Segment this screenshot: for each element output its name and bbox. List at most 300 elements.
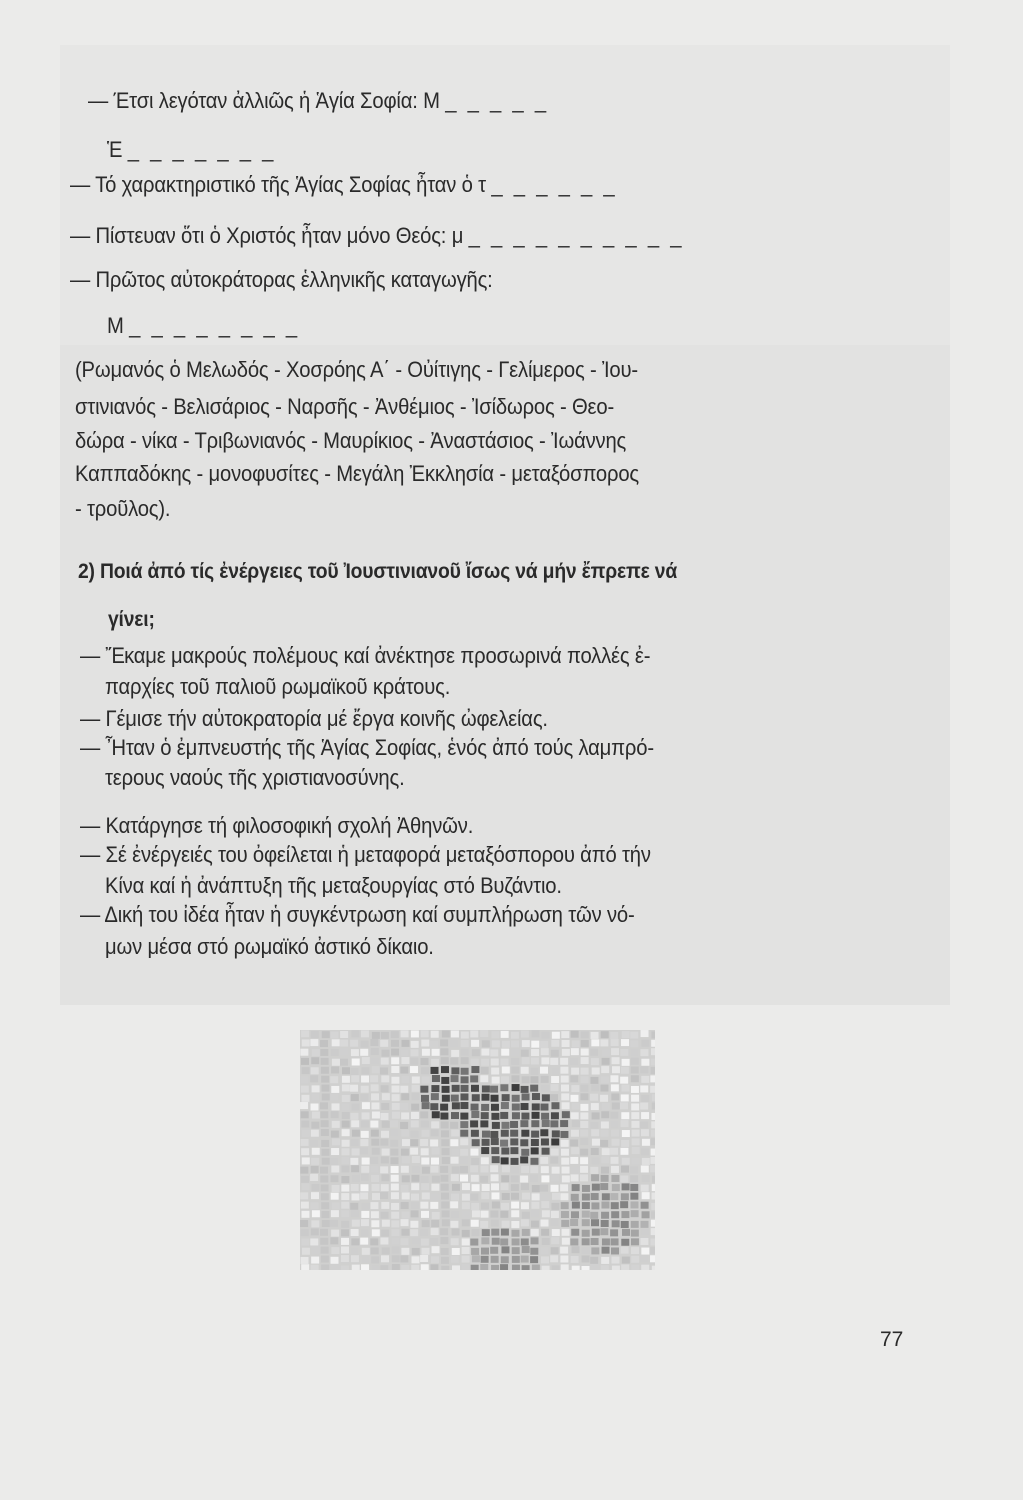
mosaic-tile <box>641 1095 649 1102</box>
mosaic-tile <box>591 1039 599 1046</box>
mosaic-tile <box>361 1086 369 1093</box>
mosaic-tile <box>372 1229 380 1236</box>
mosaic-tile <box>481 1256 489 1263</box>
mosaic-tile <box>320 1049 328 1056</box>
mosaic-tile <box>651 1130 655 1137</box>
mosaic-tile <box>330 1158 338 1165</box>
answer-option: — Κατάργησε τή φιλοσοφική σχολή Ἀθηνῶν. <box>80 813 474 838</box>
mosaic-tile <box>521 1050 529 1057</box>
mosaic-tile <box>520 1176 528 1183</box>
mosaic-tile <box>610 1032 618 1039</box>
mosaic-tile <box>370 1039 378 1046</box>
mosaic-tile <box>601 1167 609 1174</box>
mosaic-tile <box>472 1049 480 1056</box>
mosaic-tile <box>500 1084 508 1091</box>
mosaic-tile <box>642 1139 650 1146</box>
mosaic-tile <box>410 1058 418 1065</box>
mosaic-tile <box>401 1265 409 1270</box>
answer-option: — Σέ ἐνέργειές του ὀφείλεται ἡ μεταφορά μεταξόσπορου ἀπό τήν <box>80 842 651 867</box>
mosaic-tile <box>641 1265 649 1270</box>
mosaic-tile <box>342 1121 350 1128</box>
mosaic-tile <box>351 1094 359 1101</box>
mosaic-tile <box>342 1148 350 1155</box>
mosaic-tile <box>331 1032 339 1039</box>
mosaic-tile <box>590 1094 598 1101</box>
mosaic-tile <box>531 1057 539 1064</box>
mosaic-tile <box>321 1058 329 1065</box>
mosaic-tile <box>601 1156 609 1163</box>
mosaic-tile <box>452 1229 460 1236</box>
mosaic-tile <box>610 1075 618 1082</box>
mosaic-tile <box>580 1093 588 1100</box>
mosaic-tile <box>611 1093 619 1100</box>
mosaic-tile <box>451 1050 459 1057</box>
mosaic-tile <box>401 1112 409 1119</box>
mosaic-tile <box>590 1049 598 1056</box>
mosaic-tile <box>492 1077 500 1084</box>
mosaic-tile <box>622 1257 630 1264</box>
mosaic-tile <box>451 1075 459 1082</box>
mosaic-tile <box>511 1040 519 1047</box>
mosaic-tile <box>422 1220 430 1227</box>
mosaic-tile <box>610 1148 618 1155</box>
mosaic-tile <box>592 1157 600 1164</box>
mosaic-tile <box>401 1030 409 1037</box>
mosaic-tile <box>310 1202 318 1209</box>
mosaic-tile <box>570 1219 578 1226</box>
mosaic-tile <box>431 1184 439 1191</box>
mosaic-tile <box>300 1167 308 1174</box>
answer-option-cont: τερους ναούς τῆς χριστιανοσύνης. <box>105 765 405 790</box>
mosaic-tile <box>532 1265 540 1270</box>
word-bank-line: δώρα - νίκα - Τριβωνιανός - Μαυρίκιος - Ἀναστάσιος - Ἰωάννης <box>75 428 627 453</box>
mosaic-tile <box>611 1048 619 1055</box>
mosaic-tile <box>470 1120 478 1127</box>
mosaic-tile <box>360 1147 368 1154</box>
mosaic-tile <box>332 1185 340 1192</box>
mosaic-tile <box>620 1102 628 1109</box>
mosaic-tile <box>441 1057 449 1064</box>
mosaic-tile <box>370 1238 378 1245</box>
mosaic-tile <box>511 1193 519 1200</box>
mosaic-tile <box>591 1238 599 1245</box>
mosaic-tile <box>601 1031 609 1038</box>
mosaic-tile <box>481 1147 489 1154</box>
mosaic-tile <box>381 1058 389 1065</box>
mosaic-tile <box>490 1165 498 1172</box>
mosaic-tile <box>361 1256 369 1263</box>
mosaic-tile <box>382 1149 390 1156</box>
mosaic-tile <box>342 1112 350 1119</box>
mosaic-tile <box>641 1112 649 1119</box>
mosaic-tile <box>510 1121 518 1128</box>
mosaic-tile <box>382 1093 390 1100</box>
mosaic-tile <box>402 1192 410 1199</box>
mosaic-tile <box>632 1158 640 1165</box>
mosaic-tile <box>522 1246 530 1253</box>
mosaic-tile <box>640 1255 648 1262</box>
mosaic-tile <box>541 1229 549 1236</box>
mosaic-tile <box>530 1158 538 1165</box>
mosaic-tile <box>582 1238 590 1245</box>
mosaic-tile <box>460 1157 468 1164</box>
mosaic-tile <box>552 1229 560 1236</box>
mosaic-tile <box>592 1139 600 1146</box>
mosaic-tile <box>452 1166 460 1173</box>
mosaic-tile <box>571 1031 579 1038</box>
mosaic-tile <box>412 1076 420 1083</box>
mosaic-tile <box>321 1085 329 1092</box>
mosaic-tile <box>542 1094 550 1101</box>
mosaic-tile <box>321 1120 329 1127</box>
mosaic-tile <box>440 1166 448 1173</box>
mosaic-tile <box>462 1247 470 1254</box>
mosaic-tile <box>311 1158 319 1165</box>
mosaic-tile <box>521 1149 529 1156</box>
mosaic-tile <box>551 1185 559 1192</box>
mosaic-tile <box>582 1185 590 1192</box>
mosaic-tile <box>631 1121 639 1128</box>
mosaic-tile <box>351 1049 359 1056</box>
mosaic-tile <box>501 1059 509 1066</box>
mosaic-tile <box>551 1084 559 1091</box>
mosaic-tile <box>312 1049 320 1056</box>
mosaic-tile <box>502 1221 510 1228</box>
mosaic-tile <box>601 1265 609 1270</box>
mosaic-tile <box>461 1040 469 1047</box>
mosaic-tile <box>521 1238 529 1245</box>
mosaic-tile <box>591 1032 599 1039</box>
mosaic-tile <box>332 1202 340 1209</box>
mosaic-tile <box>430 1166 438 1173</box>
mosaic-tile <box>522 1093 530 1100</box>
mosaic-tile <box>330 1220 338 1227</box>
mosaic-tile <box>301 1111 309 1118</box>
mosaic-tile <box>601 1212 609 1219</box>
mosaic-tile <box>372 1032 380 1039</box>
mosaic-tile <box>471 1040 479 1047</box>
mosaic-tile <box>341 1246 349 1253</box>
mosaic-tile <box>431 1158 439 1165</box>
mosaic-tile <box>421 1095 429 1102</box>
mosaic-tile <box>351 1139 359 1146</box>
mosaic-tile <box>492 1040 500 1047</box>
mosaic-tile <box>352 1220 360 1227</box>
mosaic-tile <box>320 1238 328 1245</box>
mosaic-tile <box>350 1085 358 1092</box>
mosaic-tile <box>580 1138 588 1145</box>
mosaic-tile <box>551 1076 559 1083</box>
mosaic-tile <box>362 1112 370 1119</box>
mosaic-tile <box>542 1266 550 1270</box>
mosaic-tile <box>631 1103 639 1110</box>
mosaic-tile <box>591 1202 599 1209</box>
mosaic-tile <box>541 1201 549 1208</box>
mosaic-tile <box>300 1049 308 1056</box>
mosaic-tile <box>520 1120 528 1127</box>
mosaic-tile <box>591 1129 599 1136</box>
mosaic-tile <box>620 1176 628 1183</box>
mosaic-tile <box>470 1239 478 1246</box>
mosaic-tile <box>550 1157 558 1164</box>
mosaic-tile <box>551 1247 559 1254</box>
mosaic-tile <box>500 1238 508 1245</box>
mosaic-tile <box>480 1221 488 1228</box>
mosaic-tile <box>640 1103 648 1110</box>
mosaic-tile <box>391 1229 399 1236</box>
mosaic-tile <box>601 1111 609 1118</box>
mosaic-tile <box>480 1030 488 1037</box>
mosaic-tile <box>471 1175 479 1182</box>
mosaic-tile <box>341 1229 349 1236</box>
fill-in-line: — Πίστευαν ὅτι ὁ Χριστός ἦταν μόνο Θεός: μ _ _ _ _ _ _ _ _ _ _ <box>70 223 685 248</box>
mosaic-tile <box>322 1220 330 1227</box>
mosaic-tile <box>551 1102 559 1109</box>
mosaic-tile <box>462 1238 470 1245</box>
mosaic-tile <box>410 1049 418 1056</box>
mosaic-tile <box>640 1066 648 1073</box>
mosaic-tile <box>532 1103 540 1110</box>
mosaic-tile <box>301 1121 309 1128</box>
mosaic-tile <box>561 1264 569 1270</box>
mosaic-tile <box>511 1175 519 1182</box>
mosaic-tile <box>652 1103 655 1110</box>
mosaic-tile <box>400 1122 408 1129</box>
mosaic-tile <box>610 1229 618 1236</box>
mosaic-tile <box>600 1095 608 1102</box>
mosaic-tile <box>631 1210 639 1217</box>
mosaic-tile <box>540 1067 548 1074</box>
mosaic-tile <box>590 1122 598 1129</box>
mosaic-tile <box>371 1175 379 1182</box>
mosaic-tile <box>352 1148 360 1155</box>
mosaic-tile <box>421 1121 429 1128</box>
mosaic-tile <box>541 1220 549 1227</box>
mosaic-tile <box>521 1202 529 1209</box>
mosaic-tile <box>540 1185 548 1192</box>
mosaic-tile <box>411 1265 419 1270</box>
mosaic-tile <box>581 1031 589 1038</box>
mosaic-tile <box>490 1211 498 1218</box>
mosaic-tile <box>481 1157 489 1164</box>
mosaic-tile <box>502 1066 510 1073</box>
mosaic-tile <box>471 1158 479 1165</box>
mosaic-tile <box>620 1049 628 1056</box>
mosaic-tile <box>572 1184 580 1191</box>
mosaic-tile <box>302 1183 310 1190</box>
mosaic-tile <box>560 1247 568 1254</box>
mosaic-tile <box>590 1077 598 1084</box>
mosaic-tile <box>302 1157 310 1164</box>
mosaic-tile <box>602 1050 610 1057</box>
mosaic-tile <box>362 1158 370 1165</box>
mosaic-tile <box>410 1229 418 1236</box>
mosaic-tile <box>492 1201 500 1208</box>
mosaic-tile <box>381 1032 389 1039</box>
mosaic-tile <box>542 1032 550 1039</box>
mosaic-tile <box>432 1111 440 1118</box>
mosaic-tile <box>612 1184 620 1191</box>
mosaic-tile <box>421 1040 429 1047</box>
mosaic-tile <box>490 1049 498 1056</box>
mosaic-tile <box>491 1183 499 1190</box>
mosaic-tile <box>521 1166 529 1173</box>
mosaic-tile <box>431 1129 439 1136</box>
mosaic-tile <box>542 1238 550 1245</box>
mosaic-tile <box>611 1202 619 1209</box>
mosaic-tile <box>601 1066 609 1073</box>
mosaic-tile <box>651 1220 655 1227</box>
mosaic-tile <box>341 1266 349 1270</box>
mosaic-tile <box>341 1176 349 1183</box>
mosaic-tile <box>431 1067 439 1074</box>
mosaic-tile <box>581 1076 589 1083</box>
mosaic-tile <box>600 1085 608 1092</box>
mosaic-tile <box>560 1193 568 1200</box>
mosaic-tile <box>371 1211 379 1218</box>
fill-in-line: — Πρῶτος αὐτοκράτορας ἑλληνικῆς καταγωγῆς: <box>70 267 493 292</box>
mosaic-tile <box>510 1138 518 1145</box>
mosaic-tile <box>541 1175 549 1182</box>
word-bank-line: - τροῦλος). <box>75 496 171 521</box>
mosaic-tile <box>470 1149 478 1156</box>
mosaic-tile <box>650 1255 655 1262</box>
mosaic-tile <box>462 1230 470 1237</box>
mosaic-tile <box>440 1175 448 1182</box>
mosaic-tile <box>540 1157 548 1164</box>
mosaic-tile <box>332 1138 340 1145</box>
mosaic-tile <box>350 1113 358 1120</box>
mosaic-tile <box>471 1248 479 1255</box>
mosaic-tile <box>602 1247 610 1254</box>
mosaic-tile <box>301 1202 309 1209</box>
mosaic-tile <box>351 1193 359 1200</box>
mosaic-tile <box>641 1076 649 1083</box>
mosaic-tile <box>461 1085 469 1092</box>
mosaic-tile <box>580 1149 588 1156</box>
mosaic-tile <box>420 1229 428 1236</box>
mosaic-tile <box>460 1113 468 1120</box>
mosaic-tile <box>322 1158 330 1165</box>
mosaic-tile <box>531 1139 539 1146</box>
mosaic-tile <box>511 1075 519 1082</box>
mosaic-tile <box>461 1049 469 1056</box>
mosaic-tile <box>402 1156 410 1163</box>
mosaic-tile <box>320 1040 328 1047</box>
mosaic-tile <box>381 1156 389 1163</box>
mosaic-tile <box>481 1112 489 1119</box>
mosaic-tile <box>332 1121 340 1128</box>
mosaic-tile <box>431 1031 439 1038</box>
mosaic-tile <box>460 1138 468 1145</box>
mosaic-tile <box>602 1148 610 1155</box>
mosaic-tile <box>501 1049 509 1056</box>
mosaic-tile <box>352 1103 360 1110</box>
mosaic-tile <box>650 1165 655 1172</box>
mosaic-tile <box>301 1257 309 1264</box>
mosaic-tile <box>302 1039 310 1046</box>
mosaic-tile <box>541 1138 549 1145</box>
mosaic-tile <box>451 1211 459 1218</box>
mosaic-tile <box>621 1120 629 1127</box>
mosaic-tile <box>550 1094 558 1101</box>
mosaic-tile <box>361 1030 369 1037</box>
mosaic-tile <box>501 1229 509 1236</box>
mosaic-tile <box>491 1220 499 1227</box>
mosaic-tile <box>471 1059 479 1066</box>
mosaic-tile <box>530 1248 538 1255</box>
mosaic-tile <box>342 1067 350 1074</box>
mosaic-tile <box>561 1031 569 1038</box>
mosaic-tile <box>401 1149 409 1156</box>
mosaic-tile <box>492 1156 500 1163</box>
mosaic-tile <box>380 1192 388 1199</box>
mosaic-tile <box>360 1049 368 1056</box>
mosaic-tile <box>482 1229 490 1236</box>
mosaic-tile <box>371 1057 379 1064</box>
mosaic-tile <box>580 1104 588 1111</box>
mosaic-tile <box>320 1167 328 1174</box>
mosaic-tile <box>622 1183 630 1190</box>
mosaic-tile <box>571 1174 579 1181</box>
mosaic-tile <box>351 1238 359 1245</box>
mosaic-tile <box>442 1219 450 1226</box>
mosaic-tile <box>591 1264 599 1270</box>
mosaic-tile <box>312 1210 320 1217</box>
mosaic-tile <box>482 1085 490 1092</box>
mosaic-tile <box>352 1059 360 1066</box>
mosaic-tile <box>531 1147 539 1154</box>
mosaic-tile <box>401 1219 409 1226</box>
mosaic-tile <box>460 1121 468 1128</box>
mosaic-tile <box>301 1058 309 1065</box>
mosaic-tile <box>501 1246 509 1253</box>
mosaic-tile <box>650 1075 655 1082</box>
mosaic-tile <box>491 1095 499 1102</box>
mosaic-tile <box>302 1130 310 1137</box>
mosaic-tile <box>401 1076 409 1083</box>
mosaic-tile <box>580 1157 588 1164</box>
mosaic-tile <box>361 1075 369 1082</box>
mosaic-tile <box>521 1130 529 1137</box>
mosaic-tile <box>482 1184 490 1191</box>
mosaic-tile <box>512 1112 520 1119</box>
mosaic-tile <box>421 1211 429 1218</box>
mosaic-tile <box>311 1093 319 1100</box>
mosaic-tile <box>462 1256 470 1263</box>
mosaic-tile <box>430 1041 438 1048</box>
mosaic-tile <box>592 1229 600 1236</box>
mosaic-tile <box>452 1248 460 1255</box>
word-bank-line: στινιανός - Βελισάριος - Ναρσῆς - Ἀνθέμιος - Ἰσίδωρος - Θεο- <box>75 394 615 419</box>
mosaic-tile <box>421 1130 429 1137</box>
mosaic-tile <box>531 1202 539 1209</box>
mosaic-tile <box>501 1148 509 1155</box>
mosaic-tile <box>312 1085 320 1092</box>
mosaic-tile <box>450 1139 458 1146</box>
mosaic-tile <box>552 1032 560 1039</box>
mosaic-tile <box>462 1264 470 1270</box>
mosaic-tile <box>441 1193 449 1200</box>
mosaic-tile <box>431 1085 439 1092</box>
mosaic-tile <box>521 1086 529 1093</box>
mosaic-tile <box>341 1157 349 1164</box>
mosaic-tile <box>491 1147 499 1154</box>
mosaic-tile <box>372 1193 380 1200</box>
mosaic-tile <box>571 1167 579 1174</box>
mosaic-tile <box>330 1094 338 1101</box>
mosaic-tile <box>411 1104 419 1111</box>
